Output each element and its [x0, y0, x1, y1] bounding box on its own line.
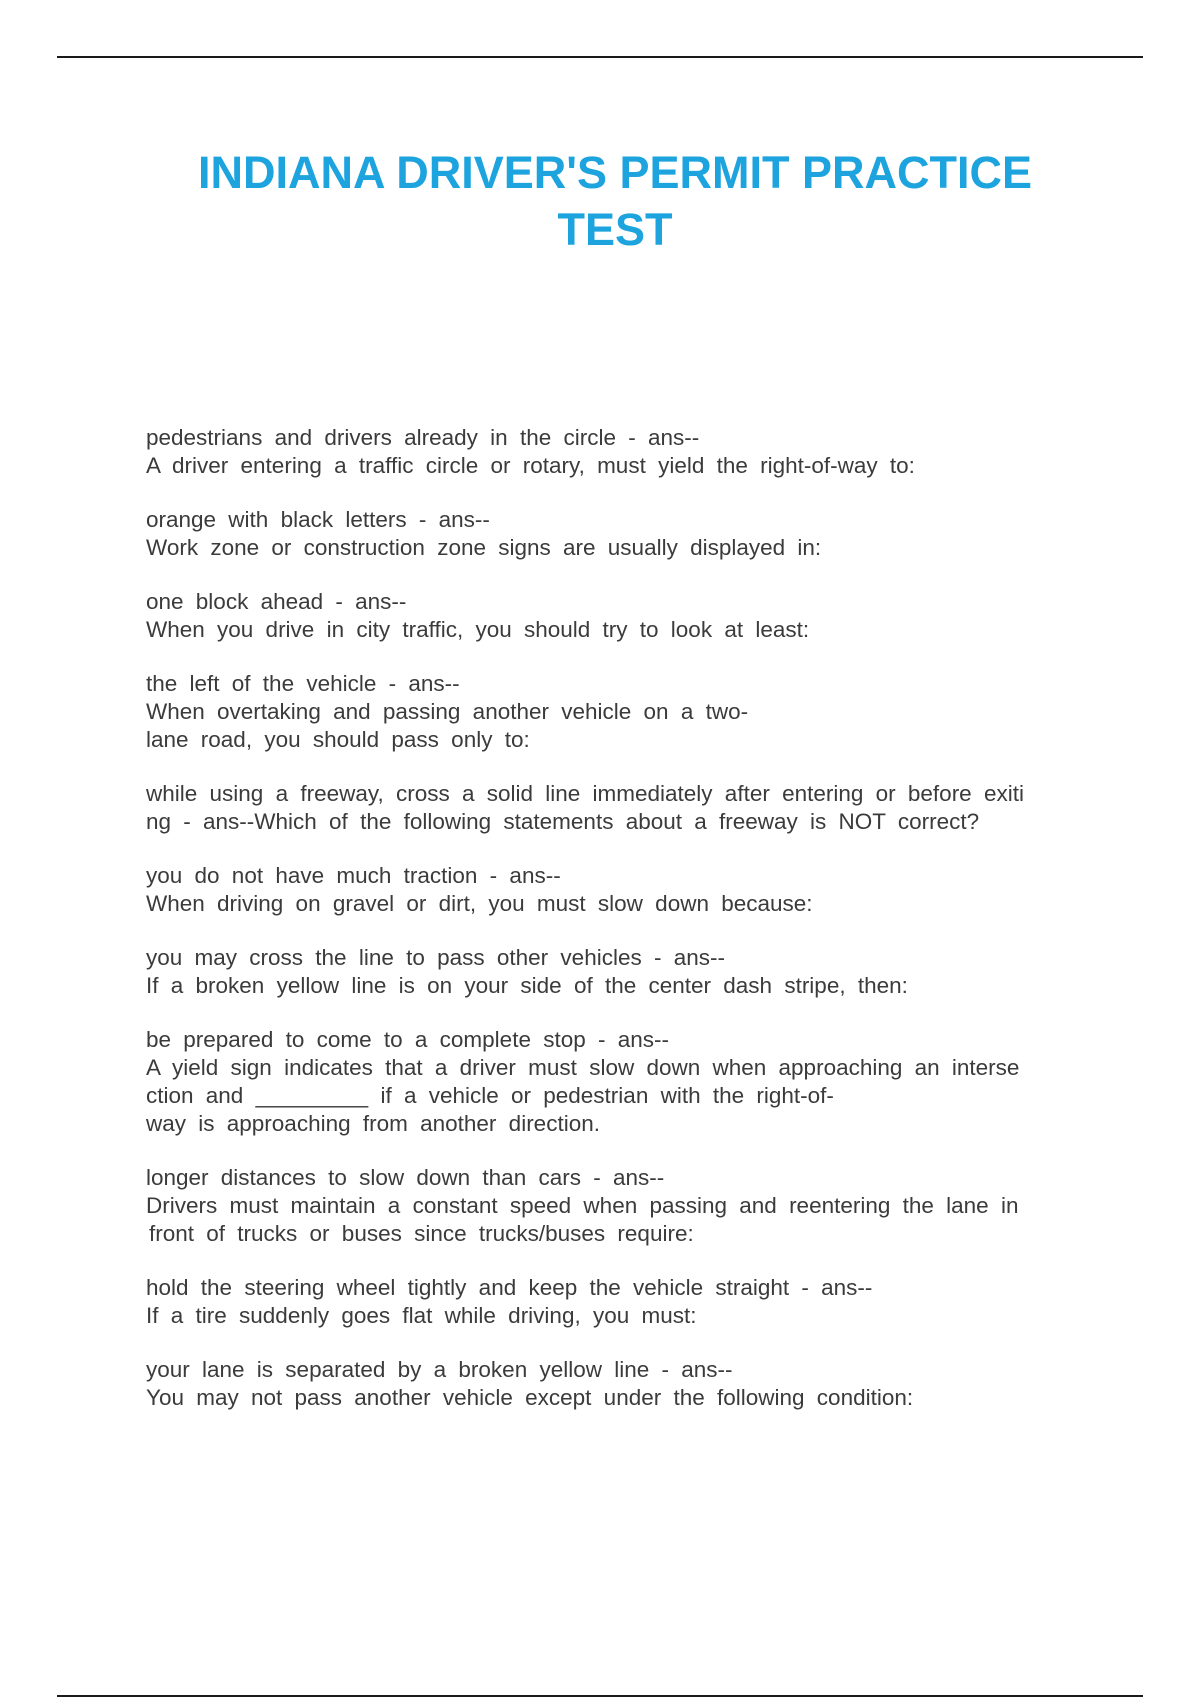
title-line-1: INDIANA DRIVER'S PERMIT PRACTICE: [197, 147, 1033, 198]
document-title: [0, 144, 1200, 258]
qa-question-line: way is approaching from another direction.: [146, 1111, 600, 1136]
qa-block: [146, 588, 1086, 644]
qa-answer-line: be prepared to come to a complete stop - ans--: [146, 1027, 669, 1052]
qa-list: [146, 424, 1086, 1438]
qa-answer-line: your lane is separated by a broken yellow line - ans--: [146, 1357, 733, 1382]
qa-question-line: You may not pass another vehicle except under the following condition:: [146, 1385, 914, 1410]
qa-block: [146, 1274, 1086, 1330]
qa-answer-line: longer distances to slow down than cars - ans--: [146, 1165, 665, 1190]
qa-answer-line: orange with black letters - ans--: [146, 507, 490, 532]
qa-answer-line: pedestrians and drivers already in the circle - ans--: [146, 425, 700, 450]
qa-question-line: ction and _________ if a vehicle or pedestrian with the right-of-: [146, 1083, 834, 1108]
qa-block: [146, 1026, 1086, 1138]
qa-answer-line: the left of the vehicle - ans--: [146, 671, 460, 696]
qa-question-line: If a broken yellow line is on your side of the center dash stripe, then:: [146, 973, 908, 998]
qa-question-line: lane road, you should pass only to:: [146, 727, 530, 752]
qa-question-line: When overtaking and passing another vehicle on a two-: [146, 699, 749, 724]
qa-question-line: A driver entering a traffic circle or rotary, must yield the right-of-way to:: [146, 453, 915, 478]
qa-question-line: If a tire suddenly goes flat while driving, you must:: [146, 1303, 697, 1328]
qa-question-line: A yield sign indicates that a driver must slow down when approaching an interse: [146, 1055, 1020, 1080]
qa-question-line: Drivers must maintain a constant speed when passing and reentering the lane in: [146, 1193, 1019, 1218]
qa-answer-line: one block ahead - ans--: [146, 589, 407, 614]
qa-question-line: ng - ans--Which of the following statements about a freeway is NOT correct?: [146, 809, 980, 834]
qa-block: [146, 944, 1086, 1000]
top-rule: [57, 56, 1143, 58]
qa-block: [146, 1356, 1086, 1412]
qa-block: [146, 424, 1086, 480]
qa-question-line: When you drive in city traffic, you should try to look at least:: [146, 617, 810, 642]
qa-block: [146, 506, 1086, 562]
qa-question-line: When driving on gravel or dirt, you must slow down because:: [146, 891, 813, 916]
title-line-2: TEST: [557, 204, 673, 255]
qa-answer-line: you do not have much traction - ans--: [146, 863, 561, 888]
qa-block: [146, 780, 1086, 836]
qa-question-line: front of trucks or buses since trucks/buses require:: [149, 1221, 694, 1246]
qa-block: [146, 1164, 1086, 1248]
qa-answer-line: you may cross the line to pass other vehicles - ans--: [146, 945, 725, 970]
qa-block: [146, 670, 1086, 754]
qa-block: [146, 862, 1086, 918]
qa-answer-line: hold the steering wheel tightly and keep the vehicle straight - ans--: [146, 1275, 873, 1300]
bottom-rule: [57, 1695, 1143, 1697]
qa-question-line: Work zone or construction zone signs are usually displayed in:: [146, 535, 822, 560]
qa-answer-line: while using a freeway, cross a solid line immediately after entering or before exiti: [146, 781, 1024, 806]
